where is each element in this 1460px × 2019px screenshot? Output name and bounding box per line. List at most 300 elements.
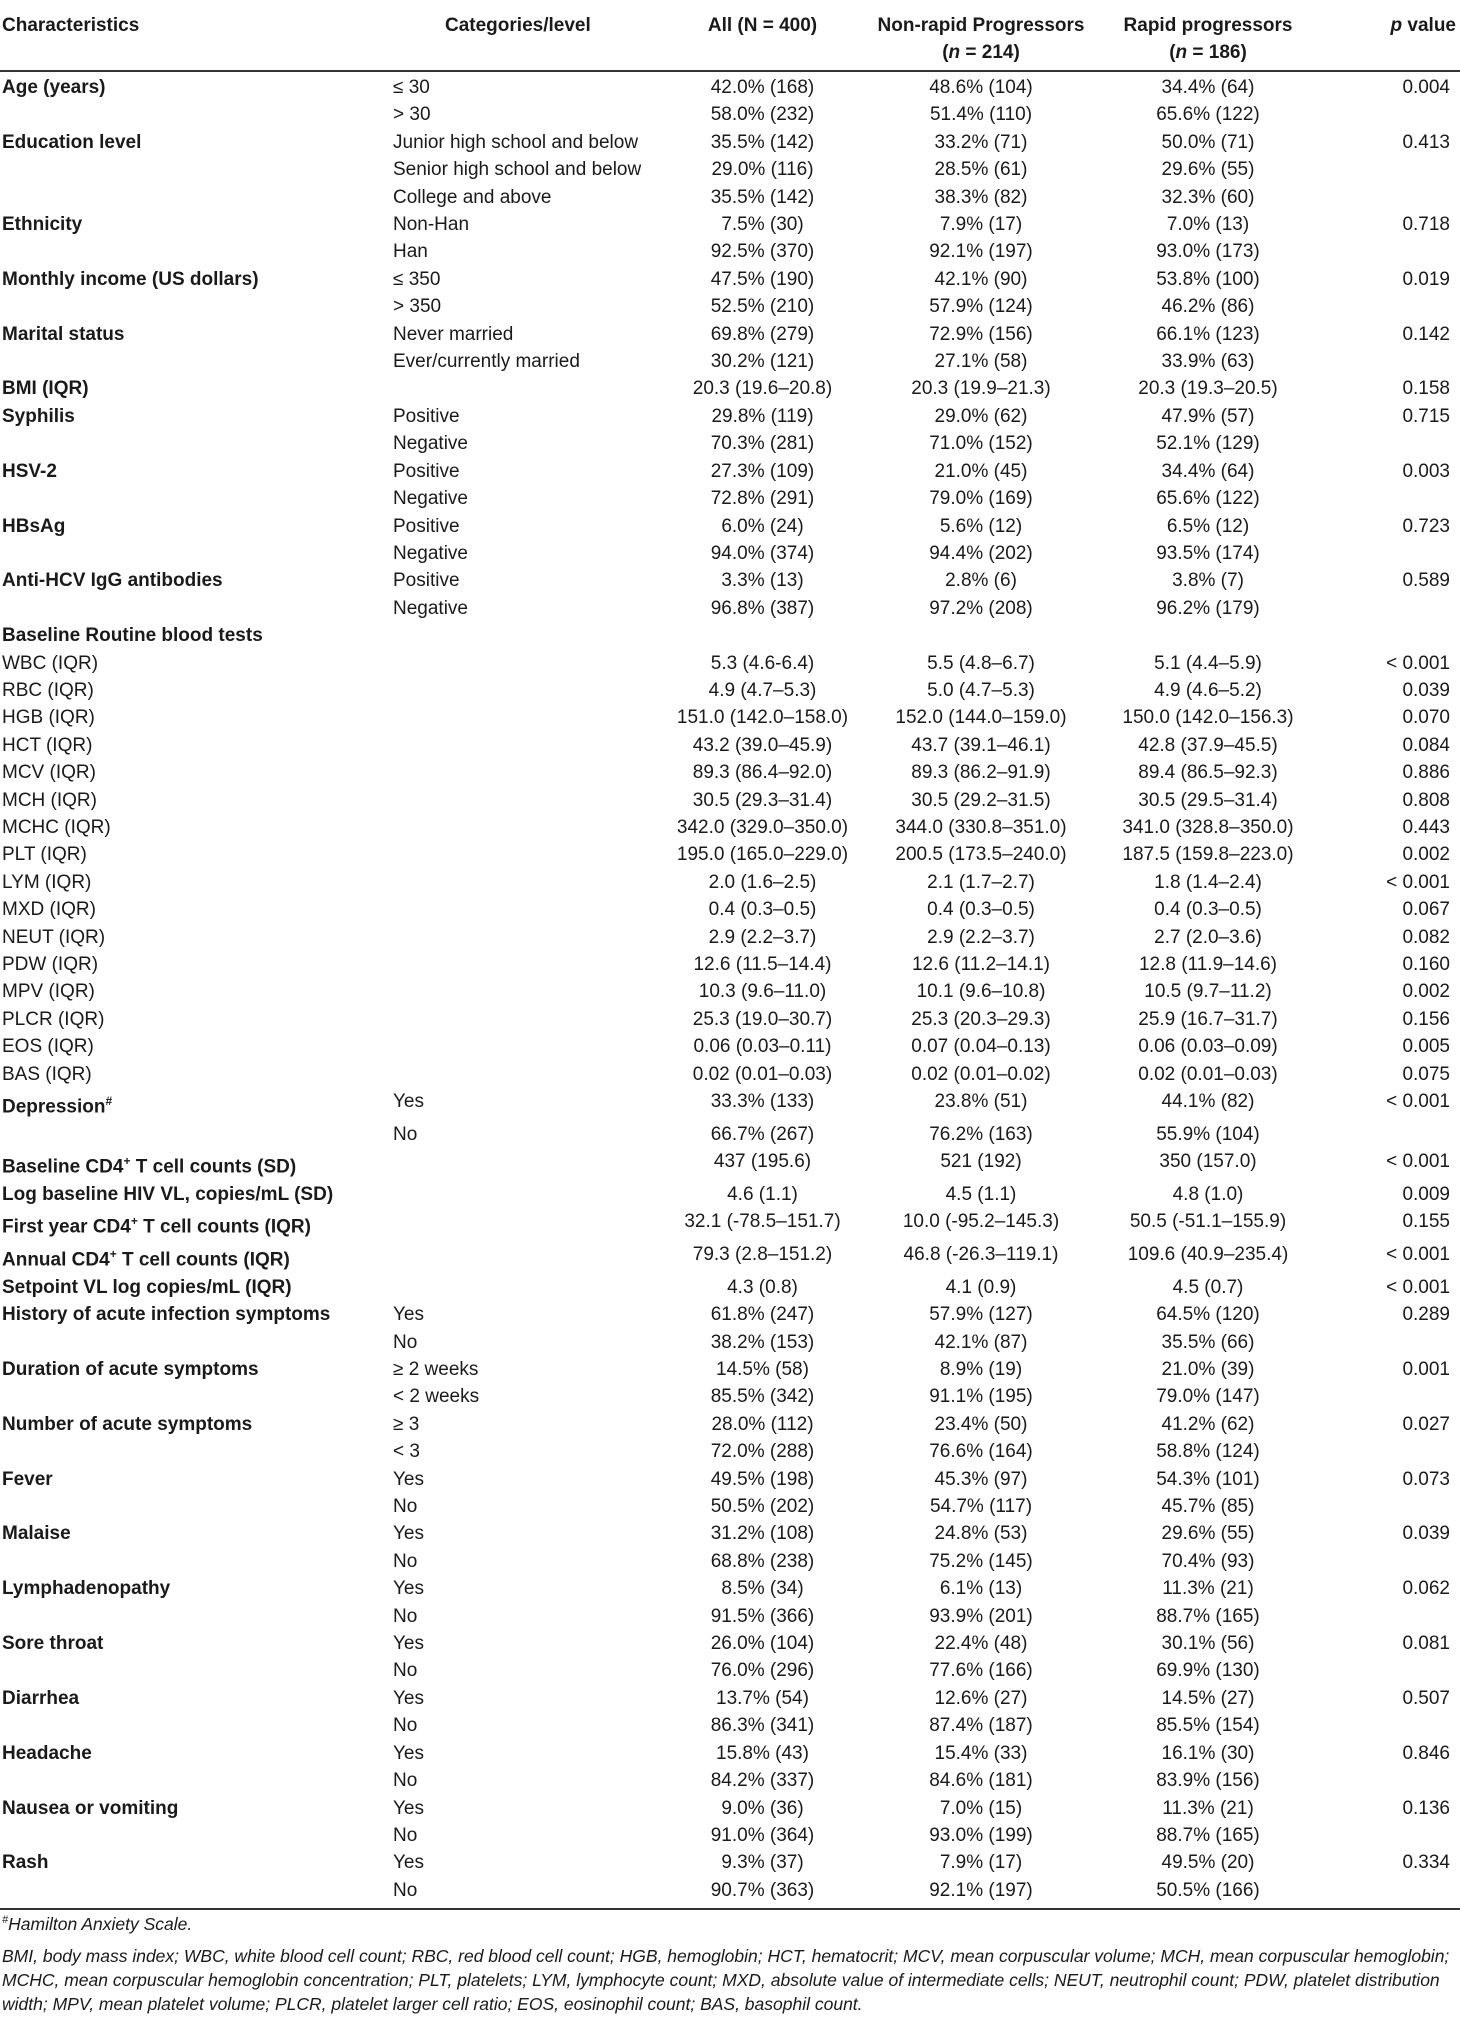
rapid-cell: 85.5% (154) [1156, 1715, 1260, 1737]
non-rapid-cell: 23.8% (51) [934, 1091, 1028, 1113]
all-cell: 0.02 (0.01–0.03) [692, 1063, 833, 1085]
characteristic-cell: WBC (IQR) [2, 652, 99, 674]
all-cell: 61.8% (247) [710, 1304, 815, 1326]
table-row [0, 567, 1460, 594]
rapid-cell: 55.9% (104) [1156, 1123, 1260, 1145]
category-cell: Negative [393, 488, 468, 510]
table-row [0, 458, 1460, 485]
characteristic-cell [0, 1329, 385, 1356]
all-cell: 2.9 (2.2–3.7) [708, 926, 817, 948]
characteristic-cell: Depression# [2, 1094, 113, 1118]
p-value-cell [1324, 238, 1460, 265]
non-rapid-cell: 46.8 (-26.3–119.1) [903, 1244, 1059, 1266]
rapid-cell: 3.8% (7) [1172, 570, 1244, 592]
characteristic-cell: Syphilis [2, 405, 75, 427]
all-cell: 76.0% (296) [710, 1660, 815, 1682]
p-value-cell: 0.715 [1402, 405, 1450, 427]
all-cell: 47.5% (190) [710, 268, 815, 290]
table-row [0, 348, 1460, 375]
characteristic-cell: LYM (IQR) [2, 871, 92, 893]
category-cell: Yes [393, 1687, 424, 1709]
table-header [0, 4, 1460, 71]
all-cell: 0.4 (0.3–0.5) [708, 899, 817, 921]
all-cell: 8.5% (34) [721, 1578, 804, 1600]
characteristic-cell: Rash [2, 1852, 49, 1874]
footnote-hash: #Hamilton Anxiety Scale. [2, 1913, 193, 1934]
p-value-cell: 0.001 [1402, 1359, 1450, 1380]
p-value-cell [1324, 101, 1460, 128]
p-value-cell [1324, 1383, 1460, 1410]
p-value-cell [1324, 1822, 1460, 1849]
p-value-cell: 0.004 [1402, 77, 1450, 98]
characteristic-cell: PLT (IQR) [2, 844, 87, 866]
rapid-cell: 64.5% (120) [1156, 1304, 1260, 1326]
non-rapid-cell: 28.5% (61) [934, 159, 1028, 181]
rapid-cell: 29.6% (55) [1161, 1523, 1255, 1545]
all-cell: 38.2% (153) [710, 1331, 815, 1353]
all-cell: 91.5% (366) [710, 1605, 815, 1627]
all-cell: 66.7% (267) [710, 1123, 815, 1145]
characteristic-cell: Duration of acute symptoms [2, 1359, 259, 1380]
non-rapid-cell: 57.9% (124) [929, 296, 1033, 318]
non-rapid-cell: 54.7% (117) [929, 1496, 1033, 1518]
characteristic-cell [0, 184, 385, 211]
all-cell: 10.3 (9.6–11.0) [698, 981, 827, 1003]
all-cell: 4.3 (0.8) [727, 1276, 798, 1298]
header-non-rapid [870, 4, 1092, 71]
header-characteristics: Characteristics [0, 4, 385, 71]
rapid-cell: 66.1% (123) [1156, 323, 1260, 345]
non-rapid-cell: 0.07 (0.04–0.13) [911, 1036, 1051, 1058]
rapid-cell: 4.5 (0.7) [1172, 1276, 1244, 1298]
characteristic-cell: Baseline CD4+ T cell counts (SD) [2, 1154, 297, 1178]
category-cell: > 30 [393, 104, 431, 126]
category-cell: No [393, 1660, 418, 1682]
table-footnotes [2, 1908, 1454, 2016]
header-categories: Categories/level [385, 4, 655, 71]
all-cell: 26.0% (104) [710, 1633, 815, 1655]
table-row [0, 1657, 1460, 1684]
rapid-cell: 5.1 (4.4–5.9) [1154, 652, 1262, 674]
all-cell: 9.0% (36) [721, 1797, 804, 1819]
non-rapid-cell: 152.0 (144.0–159.0) [895, 707, 1067, 729]
rapid-cell: 34.4% (64) [1161, 460, 1255, 482]
rapid-cell: 4.9 (4.6–5.2) [1154, 679, 1262, 701]
p-value-cell [1324, 1603, 1460, 1630]
header-row [0, 4, 1460, 71]
header-all: All (N = 400) [655, 4, 870, 71]
characteristic-cell [0, 156, 385, 183]
table-body [0, 71, 1460, 1909]
rapid-cell: 65.6% (122) [1156, 488, 1260, 510]
category-cell [385, 759, 655, 786]
characteristic-cell [0, 485, 385, 512]
p-value-cell: 0.723 [1402, 515, 1450, 537]
non-rapid-cell: 43.7 (39.1–46.1) [911, 734, 1051, 756]
rapid-cell: 16.1% (30) [1161, 1742, 1255, 1764]
table-row [0, 375, 1460, 402]
rapid-cell: 35.5% (66) [1161, 1331, 1255, 1353]
table-row [0, 1603, 1460, 1630]
characteristic-cell [0, 1438, 385, 1465]
non-rapid-cell: 91.1% (195) [929, 1386, 1033, 1408]
table-row [0, 1383, 1460, 1410]
characteristic-cell: Baseline Routine blood tests [2, 625, 263, 647]
characteristic-cell [0, 238, 385, 265]
p-value-cell: 0.039 [1402, 1523, 1450, 1545]
all-cell: 12.6 (11.5–14.4) [693, 954, 832, 975]
p-value-cell: 0.718 [1402, 214, 1450, 236]
non-rapid-cell: 77.6% (166) [929, 1660, 1033, 1682]
category-cell: No [393, 1331, 418, 1353]
characteristic-cell: Log baseline HIV VL, copies/mL (SD) [2, 1183, 334, 1205]
p-value-cell: 0.142 [1402, 323, 1450, 345]
characteristic-cell: Fever [2, 1468, 53, 1490]
characteristic-cell [0, 1657, 385, 1684]
table-row [0, 1356, 1460, 1383]
all-cell: 58.0% (232) [710, 104, 815, 126]
rapid-cell: 41.2% (62) [1161, 1413, 1255, 1435]
characteristic-cell: Malaise [2, 1523, 71, 1545]
all-cell: 437 (195.6) [713, 1151, 812, 1173]
category-cell [385, 732, 655, 759]
rapid-cell: 0.02 (0.01–0.03) [1138, 1063, 1278, 1085]
category-cell: ≤ 350 [393, 268, 441, 290]
all-cell: 31.2% (108) [710, 1523, 815, 1545]
characteristic-cell: MXD (IQR) [2, 899, 96, 921]
table-row [0, 1849, 1460, 1876]
non-rapid-cell: 2.9 (2.2–3.7) [927, 926, 1035, 948]
non-rapid-cell: 76.2% (163) [929, 1123, 1033, 1145]
p-value-cell: 0.156 [1402, 1008, 1450, 1030]
characteristic-cell [0, 1548, 385, 1575]
non-rapid-cell: 23.4% (50) [934, 1413, 1028, 1435]
table-row [0, 1033, 1460, 1060]
non-rapid-cell: 5.5 (4.8–6.7) [927, 652, 1035, 674]
table-row [0, 787, 1460, 814]
rapid-cell: 49.5% (20) [1161, 1852, 1255, 1874]
category-cell [385, 650, 655, 677]
non-rapid-cell: 15.4% (33) [934, 1742, 1028, 1764]
characteristic-cell: RBC (IQR) [2, 679, 94, 701]
table-row [0, 841, 1460, 868]
table-row [0, 238, 1460, 265]
rapid-cell: 54.3% (101) [1156, 1468, 1260, 1490]
table-row [0, 978, 1460, 1005]
rapid-cell: 0.06 (0.03–0.09) [1138, 1036, 1278, 1058]
characteristic-cell [0, 101, 385, 128]
non-rapid-cell: 10.0 (-95.2–145.3) [902, 1211, 1060, 1233]
p-value-cell: < 0.001 [1386, 871, 1450, 893]
rapid-cell: 34.4% (64) [1161, 77, 1255, 98]
non-rapid-cell: 10.1 (9.6–10.8) [916, 981, 1046, 1003]
rapid-cell: 44.1% (82) [1161, 1091, 1255, 1113]
category-cell: Yes [393, 1797, 424, 1819]
rapid-cell: 350 (157.0) [1159, 1151, 1257, 1173]
all-cell: 5.3 (4.6-6.4) [710, 652, 815, 674]
p-value-cell [1324, 1329, 1460, 1356]
characteristic-cell: HGB (IQR) [2, 707, 95, 729]
characteristic-cell: MCHC (IQR) [2, 816, 111, 838]
table-row [0, 266, 1460, 293]
characteristic-cell: Headache [2, 1742, 92, 1764]
category-cell [385, 622, 655, 649]
table-row [0, 321, 1460, 348]
table-row [0, 540, 1460, 567]
non-rapid-cell: 38.3% (82) [934, 186, 1028, 208]
p-value-cell: 0.136 [1402, 1797, 1450, 1819]
category-cell [385, 951, 655, 978]
rapid-cell: 93.5% (174) [1156, 542, 1260, 564]
table-row [0, 1712, 1460, 1739]
rapid-cell: 12.8 (11.9–14.6) [1138, 954, 1278, 975]
rapid-cell: 46.2% (86) [1161, 296, 1255, 318]
rapid-cell: 341.0 (328.8–350.0) [1122, 816, 1294, 838]
rapid-cell: 83.9% (156) [1156, 1770, 1260, 1792]
non-rapid-cell: 21.0% (45) [934, 460, 1028, 482]
all-cell: 0.06 (0.03–0.11) [693, 1036, 832, 1058]
category-cell: Yes [393, 1304, 424, 1326]
header-non-rapid-title: Non-rapid Progressors [877, 15, 1085, 36]
rapid-cell: 20.3 (19.3–20.5) [1138, 378, 1278, 400]
table-row [0, 1241, 1460, 1274]
non-rapid-cell: 0.4 (0.3–0.5) [927, 899, 1035, 921]
category-cell: Yes [393, 1468, 424, 1490]
p-value-cell [1324, 348, 1460, 375]
table-row [0, 1466, 1460, 1493]
characteristic-cell [0, 348, 385, 375]
category-cell: No [393, 1770, 418, 1792]
rapid-cell: 150.0 (142.0–156.3) [1122, 707, 1294, 729]
p-value-cell: 0.160 [1402, 954, 1450, 975]
header-rapid [1092, 4, 1324, 71]
p-value-cell: 0.886 [1402, 762, 1450, 784]
characteristic-cell [0, 293, 385, 320]
all-cell [655, 622, 870, 649]
characteristic-cell: Diarrhea [2, 1687, 80, 1709]
table-row [0, 1575, 1460, 1602]
table-row [0, 129, 1460, 156]
category-cell: Positive [393, 570, 460, 592]
category-cell: No [385, 1877, 655, 1909]
category-cell: No [393, 1123, 418, 1145]
p-value-cell: < 0.001 [1386, 1091, 1450, 1113]
characteristic-cell: MCV (IQR) [2, 762, 96, 784]
table-row [0, 1301, 1460, 1328]
non-rapid-cell: 97.2% (208) [929, 597, 1033, 619]
characteristic-cell [0, 1877, 385, 1909]
all-cell: 14.5% (58) [716, 1359, 809, 1380]
table-row [0, 1740, 1460, 1767]
p-value-cell: 0.507 [1402, 1687, 1450, 1709]
non-rapid-cell: 4.5 (1.1) [945, 1183, 1017, 1205]
category-cell: Positive [393, 460, 460, 482]
table-row [0, 896, 1460, 923]
header-rapid-title: Rapid progressors [1123, 15, 1293, 36]
characteristic-cell: PDW (IQR) [2, 954, 99, 975]
p-value-cell [1324, 1877, 1460, 1909]
all-cell: 2.0 (1.6–2.5) [708, 871, 817, 893]
rapid-cell: 50.5 (-51.1–155.9) [1129, 1211, 1287, 1233]
table-row [0, 1630, 1460, 1657]
category-cell [385, 924, 655, 951]
all-cell: 9.3% (37) [721, 1852, 804, 1874]
table-row [0, 211, 1460, 238]
category-cell: No [393, 1824, 418, 1846]
rapid-cell: 52.1% (129) [1156, 433, 1260, 455]
p-value-cell [1324, 540, 1460, 567]
rapid-cell: 14.5% (27) [1161, 1687, 1255, 1709]
rapid-cell: 109.6 (40.9–235.4) [1127, 1244, 1289, 1266]
non-rapid-cell: 4.1 (0.9) [945, 1276, 1017, 1298]
table-row [0, 403, 1460, 430]
rapid-cell: 187.5 (159.8–223.0) [1122, 844, 1294, 866]
all-cell: 6.0% (24) [721, 515, 804, 537]
characteristic-cell: History of acute infection symptoms [2, 1304, 331, 1326]
characteristic-cell: HBsAg [2, 515, 66, 537]
characteristic-cell [0, 1121, 385, 1148]
table-row [0, 1061, 1460, 1088]
all-cell: 151.0 (142.0–158.0) [676, 707, 849, 729]
all-cell: 70.3% (281) [710, 433, 815, 455]
table-row [0, 595, 1460, 622]
rapid-cell: 50.0% (71) [1161, 131, 1255, 153]
characteristic-cell [0, 1603, 385, 1630]
category-cell [385, 978, 655, 1005]
characteristic-cell: MCH (IQR) [2, 789, 97, 811]
p-value-cell [1324, 1548, 1460, 1575]
all-cell: 35.5% (142) [710, 186, 815, 208]
table-row [0, 1088, 1460, 1121]
p-value-cell: 0.067 [1402, 899, 1450, 921]
non-rapid-cell: 20.3 (19.9–21.3) [911, 378, 1051, 400]
characteristic-cell: HSV-2 [2, 460, 57, 482]
non-rapid-cell: 0.02 (0.01–0.02) [911, 1063, 1051, 1085]
all-cell: 30.5 (29.3–31.4) [692, 789, 833, 811]
p-value-cell [1324, 293, 1460, 320]
table-row [0, 184, 1460, 211]
p-value-cell: 0.158 [1402, 378, 1450, 400]
non-rapid-cell: 24.8% (53) [934, 1523, 1028, 1545]
non-rapid-cell: 92.1% (197) [929, 241, 1033, 263]
non-rapid-cell: 79.0% (169) [929, 488, 1033, 510]
rapid-cell: 11.3% (21) [1162, 1578, 1254, 1600]
p-value-cell [1324, 1657, 1460, 1684]
header-rapid-n: (n = 186) [1169, 42, 1247, 63]
category-cell: Junior high school and below [393, 131, 639, 153]
rapid-cell: 89.4 (86.5–92.3) [1138, 762, 1278, 784]
p-value-cell: 0.155 [1402, 1211, 1450, 1233]
characteristic-cell: Education level [2, 131, 142, 153]
all-cell: 85.5% (342) [710, 1386, 815, 1408]
rapid-cell: 69.9% (130) [1156, 1660, 1260, 1682]
non-rapid-cell: 72.9% (156) [929, 323, 1033, 345]
category-cell [385, 869, 655, 896]
category-cell: No [393, 1496, 418, 1518]
header-p-value: p value [1324, 4, 1460, 71]
p-value-cell [1324, 1767, 1460, 1794]
characteristic-cell: Ethnicity [2, 214, 83, 236]
p-value-cell [1324, 1438, 1460, 1465]
category-cell: ≥ 3 [393, 1413, 420, 1435]
non-rapid-cell: 89.3 (86.2–91.9) [911, 762, 1051, 784]
p-value-cell: 0.443 [1402, 816, 1450, 838]
p-value-cell: 0.073 [1402, 1468, 1450, 1490]
all-cell: 4.6 (1.1) [727, 1183, 798, 1205]
non-rapid-cell: 5.6% (12) [939, 515, 1023, 537]
category-cell: College and above [393, 186, 552, 208]
table-row [0, 1208, 1460, 1241]
rapid-cell: 70.4% (93) [1161, 1550, 1255, 1572]
characteristic-cell: Sore throat [2, 1633, 104, 1655]
rapid-cell: 58.8% (124) [1156, 1441, 1260, 1463]
rapid-cell: 0.4 (0.3–0.5) [1154, 899, 1262, 921]
p-value-cell: 0.002 [1402, 981, 1450, 1003]
non-rapid-cell: 27.1% (58) [934, 351, 1028, 373]
p-value-cell: 0.027 [1402, 1413, 1450, 1435]
non-rapid-cell: 7.9% (17) [939, 214, 1023, 236]
category-cell [385, 841, 655, 868]
rapid-cell: 88.7% (165) [1156, 1824, 1260, 1846]
non-rapid-cell: 94.4% (202) [929, 542, 1033, 564]
all-cell: 15.8% (43) [716, 1742, 809, 1764]
table-row [0, 1329, 1460, 1356]
table-row [0, 951, 1460, 978]
all-cell: 30.2% (121) [710, 351, 815, 373]
characteristic-cell: NEUT (IQR) [2, 926, 106, 948]
p-value-cell: 0.005 [1402, 1036, 1450, 1058]
category-cell: Non-Han [393, 214, 470, 236]
characteristic-cell: BAS (IQR) [2, 1063, 92, 1085]
table-row [0, 156, 1460, 183]
all-cell: 96.8% (387) [710, 597, 815, 619]
non-rapid-cell: 29.0% (62) [934, 405, 1028, 427]
non-rapid-cell: 30.5 (29.2–31.5) [911, 789, 1051, 811]
p-value-cell: 0.062 [1402, 1578, 1450, 1600]
p-value-cell [1324, 184, 1460, 211]
category-cell [385, 1006, 655, 1033]
p-value-cell: 0.289 [1402, 1304, 1450, 1326]
characteristic-cell: Annual CD4+ T cell counts (IQR) [2, 1247, 290, 1271]
all-cell: 49.5% (198) [710, 1468, 815, 1490]
category-cell [385, 375, 655, 402]
non-rapid-cell: 2.8% (6) [945, 570, 1017, 592]
table-row [0, 1767, 1460, 1794]
characteristic-cell: Nausea or vomiting [2, 1797, 179, 1819]
p-value-cell: 0.846 [1402, 1742, 1450, 1764]
all-cell: 27.3% (109) [710, 460, 815, 482]
all-cell: 79.3 (2.8–151.2) [692, 1244, 833, 1266]
table-row [0, 1274, 1460, 1301]
table-row [0, 759, 1460, 786]
p-value-cell [1324, 430, 1460, 457]
non-rapid-cell: 7.0% (15) [939, 1797, 1023, 1819]
rapid-cell: 10.5 (9.7–11.2) [1144, 981, 1272, 1003]
non-rapid-cell: 51.4% (110) [929, 104, 1033, 126]
table-row [0, 1822, 1460, 1849]
p-value-cell: < 0.001 [1386, 1276, 1450, 1298]
all-cell: 29.8% (119) [711, 405, 814, 427]
characteristic-cell: Lymphadenopathy [2, 1578, 171, 1600]
rapid-cell: 6.5% (12) [1166, 515, 1250, 537]
rapid-cell: 32.3% (60) [1161, 186, 1255, 208]
characteristics-table [0, 4, 1460, 1910]
non-rapid-cell: 71.0% (152) [929, 433, 1033, 455]
category-cell [385, 1241, 655, 1274]
all-cell: 35.5% (142) [710, 131, 815, 153]
category-cell: Yes [393, 1852, 424, 1874]
characteristic-cell: PLCR (IQR) [2, 1008, 105, 1030]
